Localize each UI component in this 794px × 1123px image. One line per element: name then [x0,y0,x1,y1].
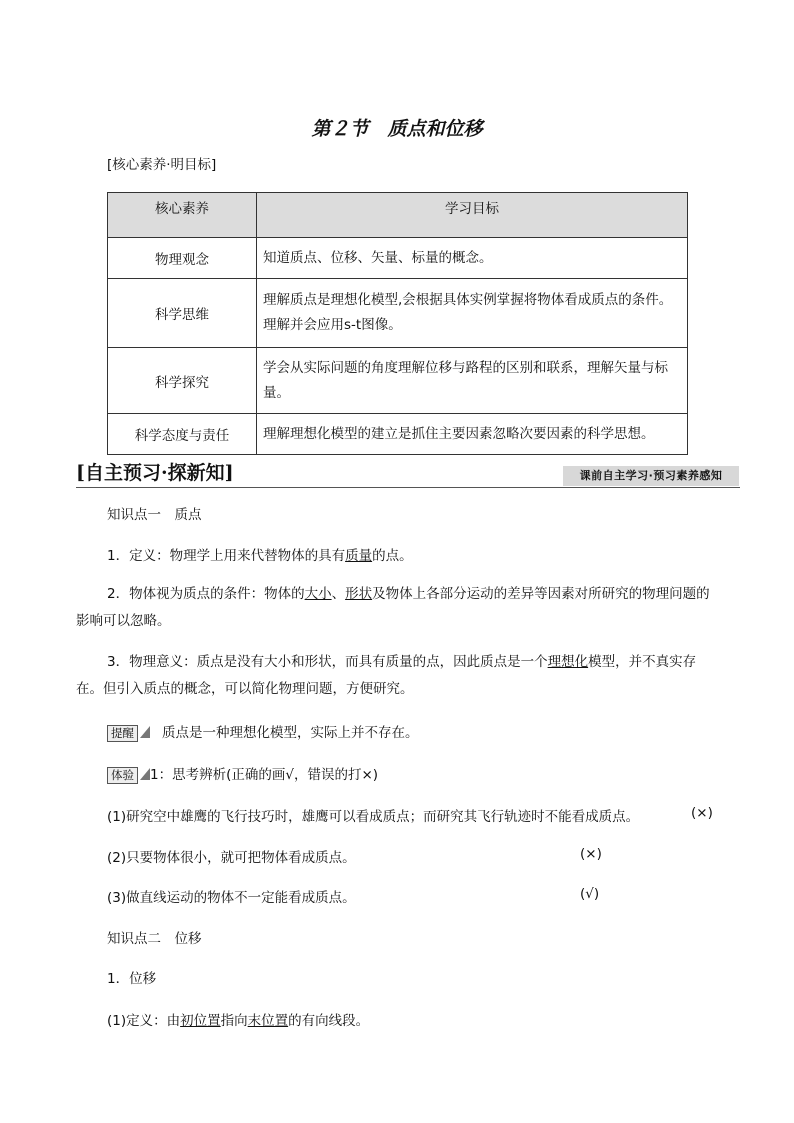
underlined-term: 形状 [345,586,373,602]
judgement-mark: (×) [580,846,602,862]
literacy-goals-table [107,192,688,455]
knowledge-point-2-heading: 知识点二 位移 [107,931,202,947]
reminder-badge: 提醒 [107,725,138,742]
text-run: 的点。 [372,548,413,564]
mass-point-meaning [76,649,716,703]
table-cell-goal: 学会从实际问题的角度理解位移与路程的区别和联系，理解矢量与标量。 [257,348,688,414]
underlined-term: 大小 [304,586,332,602]
corner-triangle-icon [140,768,150,780]
section-tag: 课前自主学习·预习素养感知 [563,466,739,486]
displacement-definition [107,1009,369,1029]
table-cell-goal: 理解质点是理想化模型,会根据具体实例掌握将物体看成质点的条件。理解并会应用s-t图像。 [257,279,688,348]
table-cell-literacy: 科学探究 [108,348,257,414]
table-cell-literacy: 物理观念 [108,238,257,279]
text-run: 、 [331,586,346,602]
judgement-mark: (×) [691,805,713,821]
text-run: 模型，并不真实存在。但引入质点的概念，可以简化物理问题，方便研究。 [76,654,697,697]
text-run: 3．物理意义：质点是没有大小和形状，而具有质量的点，因此质点是一个 [107,654,548,670]
text-run: 指向 [220,1013,248,1029]
mass-point-definition [107,544,413,564]
experience-prompt [107,763,378,784]
table-cell-literacy: 科学思维 [108,279,257,348]
experience-text: 1：思考辨析(正确的画√，错误的打×) [150,767,379,783]
judgement-mark: (√) [580,886,600,902]
underlined-term: 理想化 [547,654,589,670]
table-cell-literacy: 科学态度与责任 [108,414,257,455]
table-row [108,348,688,414]
table-header-row [108,193,688,238]
table-cell-goal: 知道质点、位移、矢量、标量的概念。 [257,238,688,279]
underlined-term: 末位置 [247,1013,289,1029]
judgement-text: (2)只要物体很小，就可把物体看成质点。 [107,850,356,866]
displacement-subheading: 1．位移 [107,971,157,987]
judgement-text: (1)研究空中雄鹰的飞行技巧时，雄鹰可以看成质点；而研究其飞行轨迹时不能看成质点。 [107,809,640,825]
corner-triangle-icon [140,726,150,738]
table-row [108,414,688,455]
core-literacy-subheading: [核心素养·明目标] [107,157,217,173]
table-row [108,279,688,348]
table-row [108,238,688,279]
table-header-literacy: 核心素养 [108,193,257,238]
experience-badge: 体验 [107,767,138,784]
page-title: 第２节 质点和位移 [311,118,483,140]
text-run: 及物体上各部分运动的差异等因素对所研究的物理问题的影响可以忽略。 [76,586,710,629]
knowledge-point-1-heading: 知识点一 质点 [107,507,202,523]
mass-point-conditions [76,581,716,635]
text-run: 2．物体视为质点的条件：物体的 [107,586,305,602]
judgement-item [107,886,356,906]
text-run: 的有向线段。 [288,1013,370,1029]
table-cell-goal: 理解理想化模型的建立是抓住主要因素忽略次要因素的科学思想。 [257,414,688,455]
reminder-text: 质点是一种理想化模型，实际上并不存在。 [162,725,419,741]
table-header-goals: 学习目标 [257,193,688,238]
section-title: [自主预习·探新知] [76,462,234,484]
underlined-term: 初位置 [180,1013,221,1029]
judgement-text: (3)做直线运动的物体不一定能看成质点。 [107,890,356,906]
reminder-note [107,721,419,742]
text-run: 1．定义：物理学上用来代替物体的具有 [107,548,346,564]
judgement-item [107,805,639,825]
judgement-item [107,846,356,866]
text-run: (1)定义：由 [107,1013,181,1029]
underlined-term: 质量 [345,548,373,564]
